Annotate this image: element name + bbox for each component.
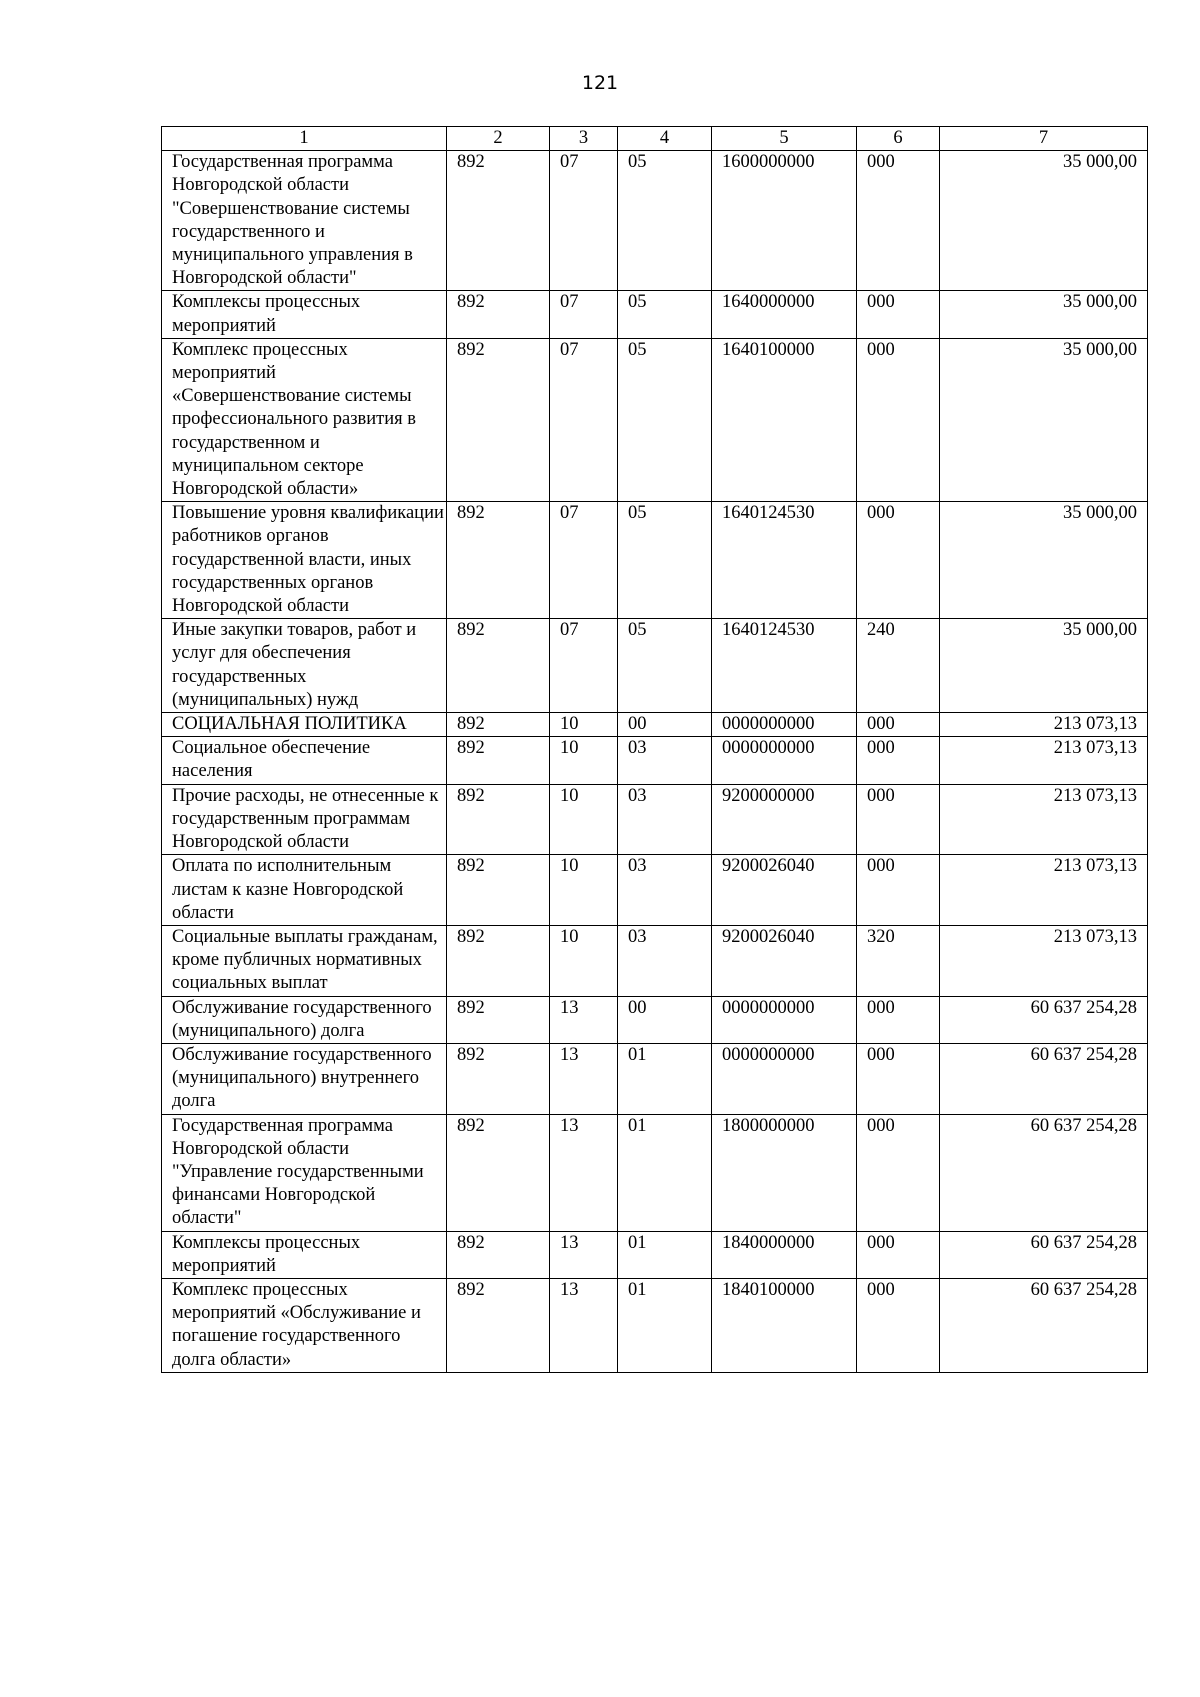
amount-cell: 35 000,00 <box>940 338 1148 501</box>
expense-type-cell: 000 <box>857 151 940 291</box>
amount-cell: 35 000,00 <box>940 291 1148 338</box>
subsection-code-cell: 00 <box>618 996 712 1043</box>
table-row <box>162 1114 1148 1231</box>
column-header: 4 <box>618 127 712 151</box>
target-article-cell: 1600000000 <box>712 151 857 291</box>
target-article-cell: 1800000000 <box>712 1114 857 1231</box>
subsection-code-cell: 05 <box>618 151 712 291</box>
amount-cell: 213 073,13 <box>940 784 1148 855</box>
section-code-cell: 13 <box>550 1114 618 1231</box>
grbs-code-cell: 892 <box>447 713 550 737</box>
amount-cell: 60 637 254,28 <box>940 1278 1148 1372</box>
row-name-cell: Прочие расходы, не отнесенные к государственным программам Новгородской области <box>162 784 447 855</box>
expense-type-cell: 000 <box>857 1231 940 1278</box>
grbs-code-cell: 892 <box>447 996 550 1043</box>
subsection-code-cell: 01 <box>618 1043 712 1114</box>
column-header: 3 <box>550 127 618 151</box>
grbs-code-cell: 892 <box>447 151 550 291</box>
section-code-cell: 07 <box>550 502 618 619</box>
subsection-code-cell: 05 <box>618 502 712 619</box>
subsection-code-cell: 00 <box>618 713 712 737</box>
row-name-cell: Обслуживание государственного (муниципального) долга <box>162 996 447 1043</box>
column-header: 2 <box>447 127 550 151</box>
table-body <box>162 151 1148 1373</box>
target-article-cell: 1640100000 <box>712 338 857 501</box>
grbs-code-cell: 892 <box>447 925 550 996</box>
amount-cell: 213 073,13 <box>940 737 1148 784</box>
expense-type-cell: 320 <box>857 925 940 996</box>
row-name-cell: Повышение уровня квалификации работников органов государственной власти, иных государственных органов Новгородской области <box>162 502 447 619</box>
table-row <box>162 1043 1148 1114</box>
subsection-code-cell: 01 <box>618 1231 712 1278</box>
grbs-code-cell: 892 <box>447 855 550 926</box>
section-code-cell: 13 <box>550 996 618 1043</box>
row-name-cell: Социальное обеспечение населения <box>162 737 447 784</box>
target-article-cell: 9200026040 <box>712 925 857 996</box>
column-header: 5 <box>712 127 857 151</box>
table-row <box>162 502 1148 619</box>
subsection-code-cell: 01 <box>618 1278 712 1372</box>
grbs-code-cell: 892 <box>447 619 550 713</box>
table-row <box>162 925 1148 996</box>
section-code-cell: 10 <box>550 855 618 926</box>
row-name-cell: Социальные выплаты гражданам, кроме публичных нормативных социальных выплат <box>162 925 447 996</box>
grbs-code-cell: 892 <box>447 338 550 501</box>
expense-type-cell: 000 <box>857 291 940 338</box>
row-name-cell: Комплекс процессных мероприятий «Обслуживание и погашение государственного долга области» <box>162 1278 447 1372</box>
amount-cell: 213 073,13 <box>940 855 1148 926</box>
row-name-cell: Оплата по исполнительным листам к казне Новгородской области <box>162 855 447 926</box>
section-code-cell: 07 <box>550 619 618 713</box>
amount-cell: 213 073,13 <box>940 713 1148 737</box>
expense-type-cell: 000 <box>857 1114 940 1231</box>
target-article-cell: 1640000000 <box>712 291 857 338</box>
section-code-cell: 10 <box>550 925 618 996</box>
expense-type-cell: 000 <box>857 855 940 926</box>
page-number: 121 <box>581 72 619 94</box>
row-name-cell: СОЦИАЛЬНАЯ ПОЛИТИКА <box>162 713 447 737</box>
amount-cell: 35 000,00 <box>940 151 1148 291</box>
grbs-code-cell: 892 <box>447 291 550 338</box>
expense-type-cell: 240 <box>857 619 940 713</box>
grbs-code-cell: 892 <box>447 1278 550 1372</box>
amount-cell: 213 073,13 <box>940 925 1148 996</box>
expense-type-cell: 000 <box>857 784 940 855</box>
subsection-code-cell: 05 <box>618 291 712 338</box>
table-header-row <box>162 127 1148 151</box>
amount-cell: 35 000,00 <box>940 502 1148 619</box>
row-name-cell: Иные закупки товаров, работ и услуг для обеспечения государственных (муниципальных) нужд <box>162 619 447 713</box>
target-article-cell: 9200000000 <box>712 784 857 855</box>
grbs-code-cell: 892 <box>447 1043 550 1114</box>
table-row <box>162 291 1148 338</box>
table-row <box>162 996 1148 1043</box>
subsection-code-cell: 03 <box>618 855 712 926</box>
row-name-cell: Комплексы процессных мероприятий <box>162 291 447 338</box>
subsection-code-cell: 05 <box>618 619 712 713</box>
table-row <box>162 737 1148 784</box>
section-code-cell: 10 <box>550 713 618 737</box>
amount-cell: 60 637 254,28 <box>940 996 1148 1043</box>
expense-type-cell: 000 <box>857 338 940 501</box>
table-row <box>162 338 1148 501</box>
target-article-cell: 1640124530 <box>712 502 857 619</box>
row-name-cell: Комплекс процессных мероприятий «Совершенствование системы профессионального развития в государственном и муниципальном секторе Новгородской области» <box>162 338 447 501</box>
expense-type-cell: 000 <box>857 1278 940 1372</box>
table-row <box>162 619 1148 713</box>
target-article-cell: 1640124530 <box>712 619 857 713</box>
grbs-code-cell: 892 <box>447 1114 550 1231</box>
section-code-cell: 10 <box>550 737 618 784</box>
expense-type-cell: 000 <box>857 737 940 784</box>
row-name-cell: Комплексы процессных мероприятий <box>162 1231 447 1278</box>
grbs-code-cell: 892 <box>447 784 550 855</box>
grbs-code-cell: 892 <box>447 737 550 784</box>
section-code-cell: 13 <box>550 1231 618 1278</box>
section-code-cell: 13 <box>550 1043 618 1114</box>
expense-type-cell: 000 <box>857 713 940 737</box>
column-header: 6 <box>857 127 940 151</box>
section-code-cell: 10 <box>550 784 618 855</box>
subsection-code-cell: 01 <box>618 1114 712 1231</box>
table-row <box>162 855 1148 926</box>
table-row <box>162 1231 1148 1278</box>
subsection-code-cell: 03 <box>618 737 712 784</box>
target-article-cell: 0000000000 <box>712 1043 857 1114</box>
table-row <box>162 151 1148 291</box>
amount-cell: 35 000,00 <box>940 619 1148 713</box>
target-article-cell: 0000000000 <box>712 713 857 737</box>
section-code-cell: 07 <box>550 338 618 501</box>
subsection-code-cell: 05 <box>618 338 712 501</box>
subsection-code-cell: 03 <box>618 925 712 996</box>
amount-cell: 60 637 254,28 <box>940 1043 1148 1114</box>
expense-type-cell: 000 <box>857 996 940 1043</box>
grbs-code-cell: 892 <box>447 502 550 619</box>
subsection-code-cell: 03 <box>618 784 712 855</box>
amount-cell: 60 637 254,28 <box>940 1114 1148 1231</box>
budget-table <box>161 126 1148 1373</box>
target-article-cell: 0000000000 <box>712 737 857 784</box>
section-code-cell: 13 <box>550 1278 618 1372</box>
expense-type-cell: 000 <box>857 502 940 619</box>
grbs-code-cell: 892 <box>447 1231 550 1278</box>
table-row <box>162 1278 1148 1372</box>
column-header: 1 <box>162 127 447 151</box>
table-row <box>162 713 1148 737</box>
target-article-cell: 1840100000 <box>712 1278 857 1372</box>
row-name-cell: Обслуживание государственного (муниципального) внутреннего долга <box>162 1043 447 1114</box>
target-article-cell: 1840000000 <box>712 1231 857 1278</box>
section-code-cell: 07 <box>550 151 618 291</box>
target-article-cell: 9200026040 <box>712 855 857 926</box>
column-header: 7 <box>940 127 1148 151</box>
table-row <box>162 784 1148 855</box>
row-name-cell: Государственная программа Новгородской области "Управление государственными финансами Новгородской области" <box>162 1114 447 1231</box>
expense-type-cell: 000 <box>857 1043 940 1114</box>
row-name-cell: Государственная программа Новгородской области "Совершенствование системы государственного и муниципального управления в Новгородской области" <box>162 151 447 291</box>
section-code-cell: 07 <box>550 291 618 338</box>
amount-cell: 60 637 254,28 <box>940 1231 1148 1278</box>
target-article-cell: 0000000000 <box>712 996 857 1043</box>
